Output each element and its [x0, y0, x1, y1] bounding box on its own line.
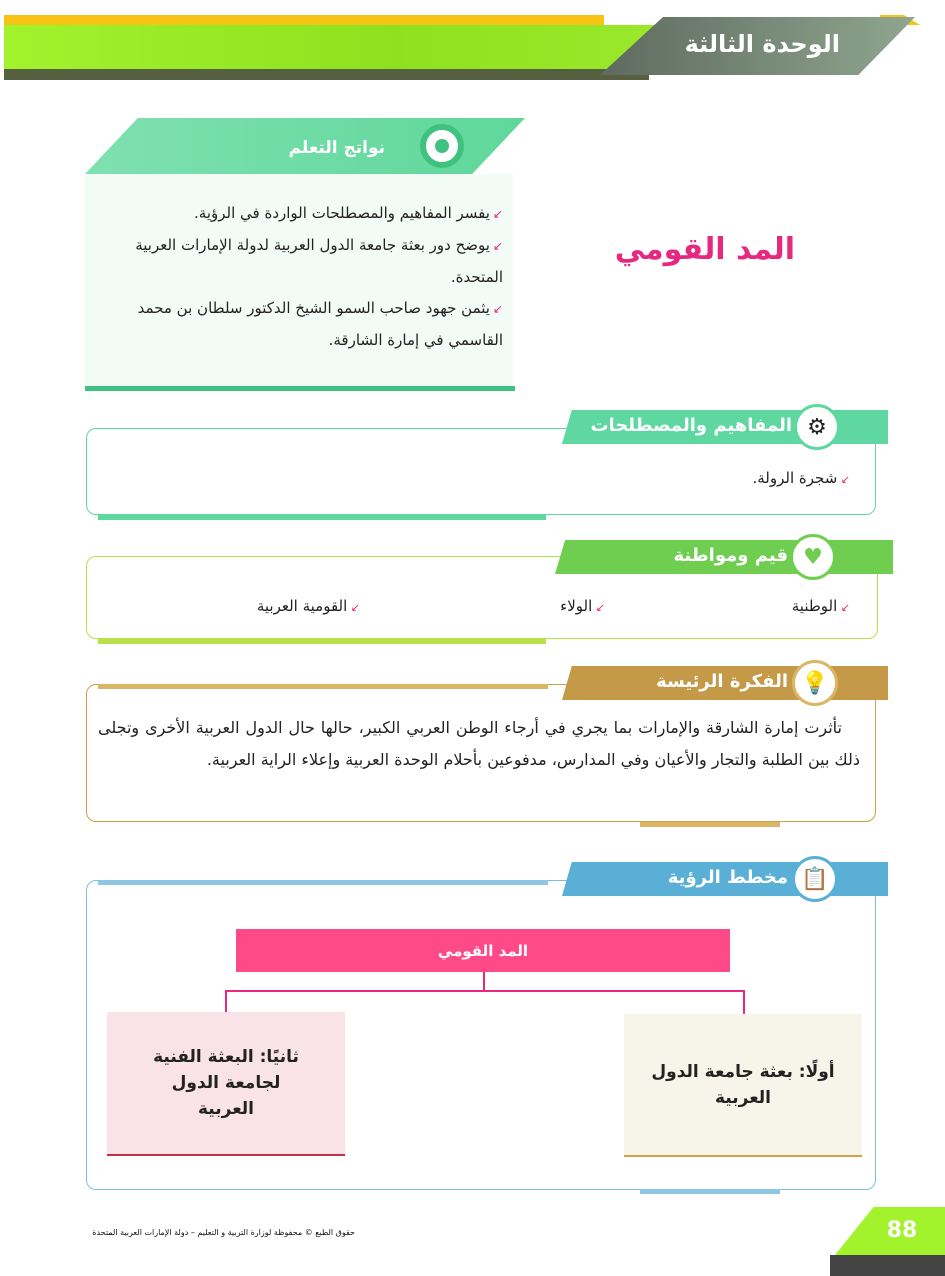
vision-strip: [640, 1189, 780, 1194]
page-number-base: [830, 1255, 945, 1276]
page-number: 88: [886, 1218, 918, 1243]
values-strip: [98, 639, 546, 644]
chart-root-node: المد القومي: [236, 929, 730, 972]
outcome-text: يوضح دور بعثة جامعة الدول العربية لدولة الإمارات العربية المتحدة.: [135, 236, 503, 286]
outcome-item: [103, 198, 503, 230]
header-band-green: [4, 25, 654, 70]
unit-title: الوحدة الثالثة: [684, 30, 840, 58]
value-item: [360, 597, 605, 615]
values-title: قيم ومواطنة: [673, 545, 788, 566]
vision-title: مخطط الرؤية: [667, 867, 788, 888]
values-list: [100, 597, 850, 615]
outcome-text: يثمن جهود صاحب السمو الشيخ الدكتور سلطان بن محمد القاسمي في إمارة الشارقة.: [137, 299, 503, 349]
main-idea-text: تأثرت إمارة الشارقة والإمارات بما يجري في أرجاء الوطن العربي الكبير، حالها حال الدول العربية الأخرى وتجلى ذلك بين الطلبة والتجار والأعيان وفي المدارس، مدفوعين بأحلام الوحدة العربية وإعلاء الراية العربية.: [98, 718, 860, 769]
outcomes-list: [85, 174, 513, 386]
main-idea-strip: [640, 822, 780, 827]
value-item: [115, 597, 360, 615]
heart-hand-icon: ♥: [790, 534, 836, 580]
value-text: الولاء: [560, 597, 593, 615]
chart-node-second: ثانيًا: البعثة الفنية لجامعة الدول العربية: [107, 1012, 345, 1156]
outcome-item: [103, 293, 503, 356]
outcome-item: [103, 230, 503, 293]
arrow-icon: ↙: [347, 601, 360, 614]
header-band-yellow: [4, 15, 604, 25]
outcome-text: يفسر المفاهيم والمصطلحات الواردة في الرؤية.: [194, 204, 490, 222]
outcomes-footer-bar: [85, 386, 515, 391]
connector: [483, 972, 485, 990]
value-text: الوطنية: [791, 597, 838, 615]
header-band-dark: [4, 69, 649, 80]
vision-top-strip: [98, 880, 548, 885]
gears-icon: ⚙: [794, 404, 840, 450]
arrow-icon: ↙: [837, 601, 850, 614]
lightbulb-icon: 💡: [792, 660, 838, 706]
main-idea-title: الفكرة الرئيسة: [656, 671, 788, 692]
chart-node-first: أولًا: بعثة جامعة الدول العربية: [624, 1014, 862, 1157]
arrow-icon: ↙: [837, 473, 850, 486]
lesson-title: المد القومي: [614, 232, 795, 267]
value-text: القومية العربية: [256, 597, 348, 615]
arrow-icon: ↙: [492, 302, 503, 316]
concept-item: [100, 462, 850, 496]
arrow-icon: ↙: [492, 239, 503, 253]
chart-clipboard-icon: 📋: [792, 856, 838, 902]
concepts-strip: [98, 515, 546, 520]
value-item: [605, 597, 850, 615]
arrow-icon: ↙: [592, 601, 605, 614]
connector: [225, 990, 744, 992]
target-icon: [420, 124, 464, 168]
arrow-icon: ↙: [492, 207, 503, 221]
connector: [743, 990, 745, 1014]
connector: [225, 990, 227, 1012]
copyright-text: حقوق الطبع © محفوظة لوزارة التربية و التعليم – دولة الإمارات العربية المتحدة: [92, 1228, 355, 1237]
concepts-title: المفاهيم والمصطلحات: [590, 415, 792, 436]
outcomes-title: نواتج التعلم: [288, 138, 385, 158]
concept-text: شجرة الرولة.: [752, 469, 838, 487]
main-idea-top-strip: [98, 684, 548, 689]
